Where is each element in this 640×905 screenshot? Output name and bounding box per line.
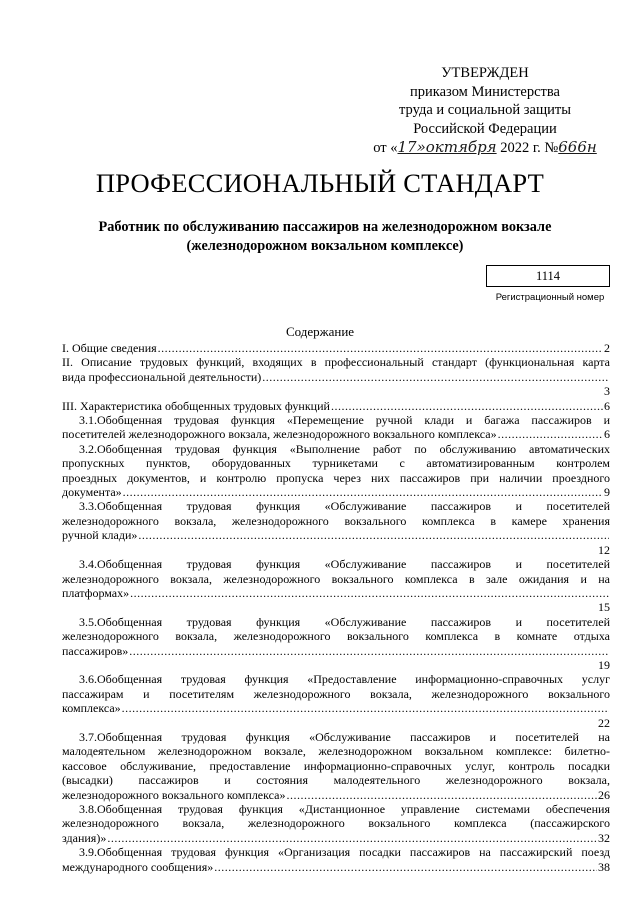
subtitle-line-1: Работник по обслуживанию пассажиров на железнодорожном вокзале (98, 219, 552, 235)
subtitle-line-2: (железнодорожном вокзальном комплексе) (186, 238, 464, 254)
registration-number-box: 1114 (486, 265, 610, 287)
approval-line-ministry: приказом Министерства (410, 83, 560, 100)
toc-entry-3-6[interactable]: 3.6.Обобщенная трудовая функция «Предоставление информационно-справочных услуг пассажирам и посетителям железнодорожного вокзала, железнодорожного вокзального комплекса» ..... 22 (62, 672, 610, 730)
order-handwritten-date: 17»октября (397, 138, 497, 156)
registration-caption: Регистрационный номер (495, 292, 605, 303)
order-year: 2022 г. № (496, 140, 559, 156)
order-handwritten-number: 666н (558, 138, 597, 156)
toc-entry-functions-map[interactable]: II. Описание трудовых функций, входящих в профессиональный стандарт (функциональная карта вида профессиональной деятельности) ..... 3 (62, 355, 610, 398)
approval-line-country: Российской Федерации (413, 120, 557, 137)
toc-entry-3-5[interactable]: 3.5.Обобщенная трудовая функция «Обслуживание пассажиров и посетителей железнодорожного вокзала, железнодорожного вокзального комплекса в комнате отдыха пассажиров» ..... 19 (62, 615, 610, 673)
toc-entry-3-9[interactable]: 3.9.Обобщенная трудовая функция «Организация посадки пассажиров на пассажирский поезд международного сообщения» ..... 38 (62, 845, 610, 874)
toc-entry-3-4[interactable]: 3.4.Обобщенная трудовая функция «Обслуживание пассажиров и посетителей железнодорожного вокзала, железнодорожного вокзального комплекса в зале ожидания и на платформах» ..... 15 (62, 557, 610, 615)
toc-entry-general[interactable]: I. Общие сведения ..... 2 (62, 341, 610, 355)
document-title: ПРОФЕССИОНАЛЬНЫЙ СТАНДАРТ (95, 168, 545, 198)
approval-block (360, 64, 610, 158)
toc-entry-3-8[interactable]: 3.8.Обобщенная трудовая функция «Дистанционное управление системами обеспечения железнодорожного вокзала, железнодорожного вокзального комплекса (пассажирского здания)» ..... 32 (62, 802, 610, 845)
order-prefix: от « (373, 140, 398, 156)
toc-entry-3-7[interactable]: 3.7.Обобщенная трудовая функция «Обслуживание пассажиров и посетителей на малодеятельном железнодорожном вокзале, железнодорожном вокзальном комплексе: билетно- кассовое обслуживание, предоставление информационно-справочных услуг, контроль посадки (высадки) пассажиров и состояния малодеятельного железнодорожного вокзала, железнодорожного вокзального комплекса» ..... 26 (62, 730, 610, 802)
toc-entry-3-3[interactable]: 3.3.Обобщенная трудовая функция «Обслуживание пассажиров и посетителей железнодорожного вокзала, железнодорожного вокзального комплекса в камере хранения ручной клади» ..... 12 (62, 499, 610, 557)
toc-entry-characteristics[interactable]: III. Характеристика обобщенных трудовых функций ..... 6 (62, 399, 610, 413)
toc-entry-3-1[interactable]: 3.1.Обобщенная трудовая функция «Перемещение ручной клади и багажа пассажиров и посетителей железнодорожного вокзала, железнодорожного вокзального комплекса» ..... 6 (62, 413, 610, 442)
order-line (360, 138, 610, 158)
approval-status: УТВЕРЖДЕН (441, 65, 529, 81)
table-of-contents (62, 341, 610, 874)
document-subtitle (60, 218, 590, 256)
approval-line-labor: труда и социальной защиты (399, 102, 571, 118)
toc-entry-3-2[interactable]: 3.2.Обобщенная трудовая функция «Выполнение работ по обслуживанию автоматических пропускных пунктов, оборудованных турникетами с автоматизированным контролем проездных документов, и контролю пропуска через них пассажиров при наличии проездного документа» ..... 9 (62, 442, 610, 500)
toc-heading: Содержание (285, 324, 355, 339)
